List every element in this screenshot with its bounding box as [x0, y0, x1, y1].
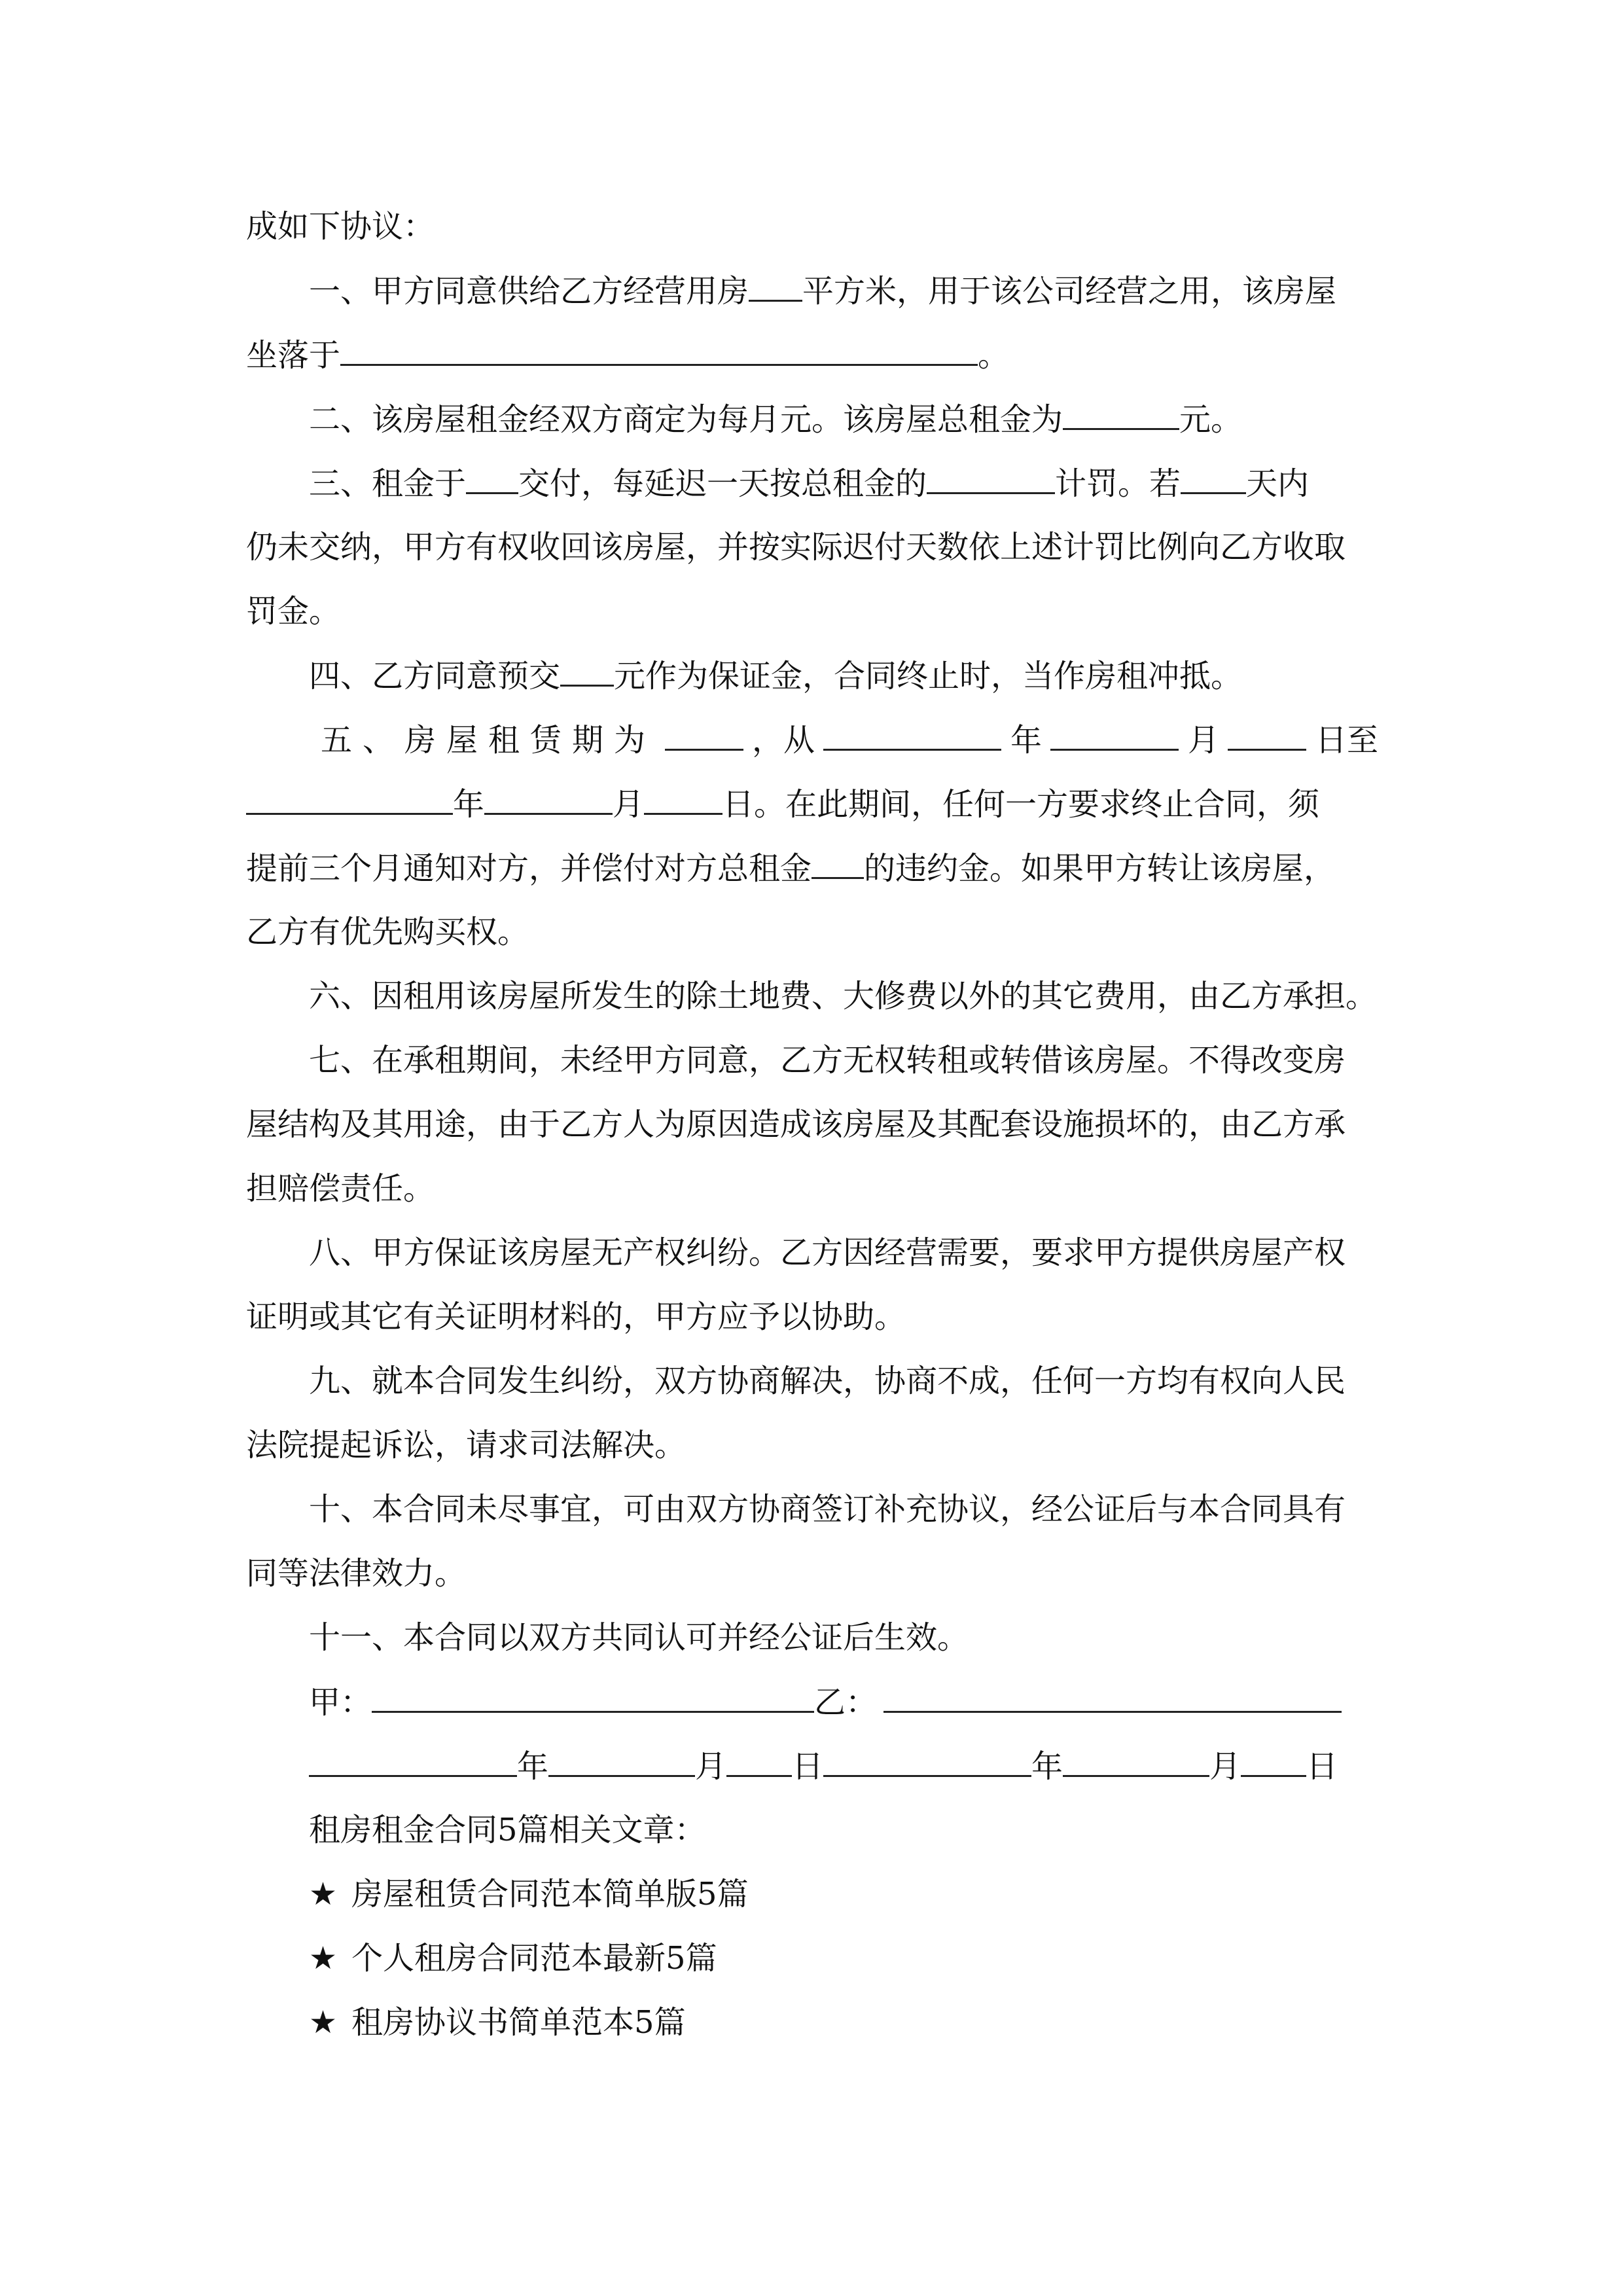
- signature-date-line: 年 月 日 年 月 日: [309, 1746, 1378, 1786]
- party-b-signature-blank[interactable]: [883, 1682, 1342, 1713]
- clause-8: 八、甲方保证该房屋无产权纠纷。乙方因经营需要，要求甲方提供房屋产权: [309, 1234, 1346, 1271]
- star-icon: ★: [309, 1876, 338, 1912]
- clause-5: 五、房屋租赁期为 ，从 年 月 日至: [321, 720, 1378, 760]
- party-a-day-blank[interactable]: [726, 1746, 792, 1777]
- related-item[interactable]: [309, 1874, 1378, 1914]
- clause-3: 三、租金于 交付，每延迟一天按总租金的 计罚。若 天内: [309, 463, 1378, 503]
- clause-5-cont2: 提前三个月通知对方，并偿付对方总租金 的违约金。如果甲方转让该房屋，: [246, 848, 1378, 888]
- clause-8-cont: 证明或其它有关证明材料的，甲方应予以协助。: [246, 1299, 906, 1335]
- clause-10-cont: 同等法律效力。: [246, 1555, 467, 1592]
- clause-9: 九、就本合同发生纠纷，双方协商解决，协商不成，任何一方均有权向人民: [309, 1363, 1346, 1399]
- clause-1: 一、甲方同意供给乙方经营用房 平方米，用于该公司经营之用，该房屋: [309, 271, 1378, 311]
- related-heading: 租房租金合同5篇相关文章：: [309, 1812, 706, 1848]
- party-a-year-blank[interactable]: [309, 1746, 517, 1777]
- party-b-month-blank[interactable]: [1063, 1746, 1209, 1777]
- clause-5-end: 乙方有优先购买权。: [246, 914, 529, 950]
- clause-4: 四、乙方同意预交 元作为保证金，合同终止时，当作房租冲抵。: [309, 656, 1378, 696]
- breach-rate-blank[interactable]: [812, 848, 864, 879]
- clause-11: 十一、本合同以双方共同认可并经公证后生效。: [309, 1619, 969, 1656]
- star-icon: ★: [309, 1940, 338, 1977]
- clause-7: 七、在承租期间，未经甲方同意，乙方无权转租或转借该房屋。不得改变房: [309, 1042, 1346, 1079]
- end-day-blank[interactable]: [644, 784, 722, 815]
- clause-7-end: 担赔偿责任。: [246, 1170, 435, 1207]
- clause-3-end: 罚金。: [246, 593, 341, 630]
- term-blank[interactable]: [665, 720, 743, 751]
- related-link[interactable]: 个人租房合同范本最新5篇: [351, 1940, 717, 1977]
- party-a-signature-blank[interactable]: [372, 1682, 814, 1713]
- total-rent-blank[interactable]: [1063, 399, 1179, 430]
- related-item[interactable]: [309, 2003, 1378, 2042]
- pay-date-blank[interactable]: [466, 463, 518, 494]
- clause-9-cont: 法院提起诉讼，请求司法解决。: [246, 1427, 687, 1463]
- location-blank[interactable]: [340, 335, 978, 366]
- start-year-blank[interactable]: [823, 720, 1001, 751]
- clause-5-cont: 年 月 日。在此期间，任何一方要求终止合同，须: [246, 784, 1378, 824]
- end-year-blank[interactable]: [246, 784, 453, 815]
- end-month-blank[interactable]: [484, 784, 613, 815]
- intro-line: 成如下协议：: [246, 208, 435, 245]
- party-b-day-blank[interactable]: [1241, 1746, 1306, 1777]
- clause-3-cont: 仍未交纳，甲方有权收回该房屋，并按实际迟付天数依上述计罚比例向乙方收取: [246, 529, 1346, 565]
- party-a-month-blank[interactable]: [548, 1746, 695, 1777]
- party-b-year-blank[interactable]: [823, 1746, 1031, 1777]
- clause-7-cont: 屋结构及其用途，由于乙方人为原因造成该房屋及其配套设施损坏的，由乙方承: [246, 1106, 1346, 1143]
- clause-10: 十、本合同未尽事宜，可由双方协商签订补充协议，经公证后与本合同具有: [309, 1491, 1346, 1528]
- star-icon: ★: [309, 2004, 338, 2041]
- related-link[interactable]: 租房协议书简单范本5篇: [351, 2004, 686, 2041]
- clause-6: 六、因租用该房屋所发生的除土地费、大修费以外的其它费用，由乙方承担。: [309, 978, 1378, 1014]
- clause-2: 二、该房屋租金经双方商定为每月元。该房屋总租金为 元。: [309, 399, 1378, 439]
- penalty-rate-blank[interactable]: [927, 463, 1055, 494]
- start-day-blank[interactable]: [1228, 720, 1306, 751]
- deposit-blank[interactable]: [560, 656, 614, 687]
- clause-1-cont: 坐落于 。: [246, 335, 1378, 375]
- related-link[interactable]: 房屋租赁合同范本简单版5篇: [351, 1876, 749, 1912]
- related-item[interactable]: [309, 1939, 1378, 1978]
- days-blank[interactable]: [1181, 463, 1246, 494]
- start-month-blank[interactable]: [1050, 720, 1179, 751]
- area-blank[interactable]: [749, 271, 802, 302]
- signature-line: 甲： 乙：: [309, 1682, 1378, 1722]
